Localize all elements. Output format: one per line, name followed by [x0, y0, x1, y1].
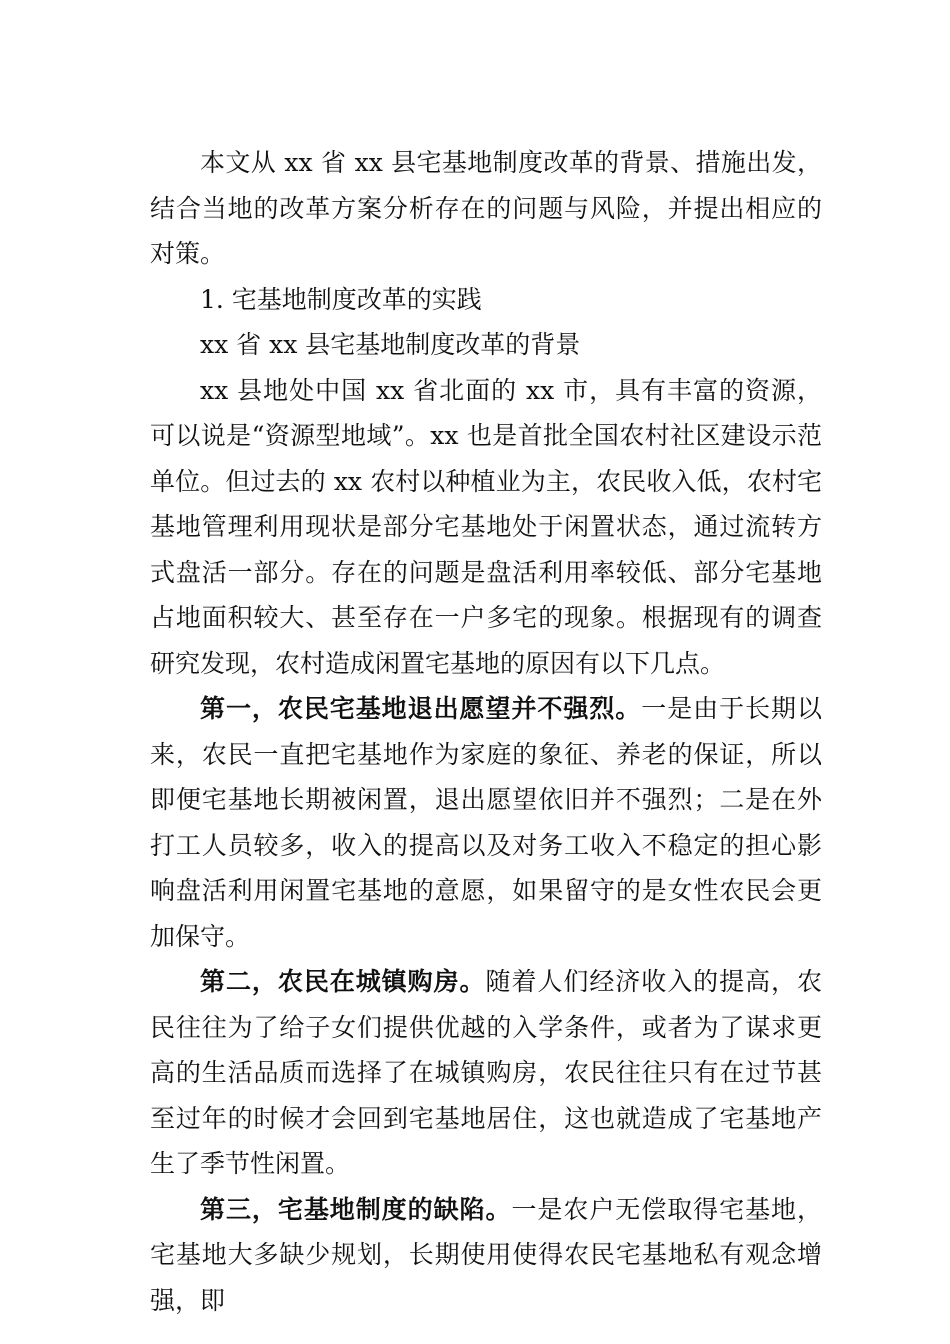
section-heading — [150, 277, 822, 323]
paragraph-reason-2 — [150, 959, 822, 1187]
paragraph-text: 本文从 xx 省 xx 县宅基地制度改革的背景、措施出发，结合当地的改革方案分析存在的问题与风险，并提出相应的对策。 — [150, 148, 822, 268]
paragraph-lead: 第三，宅基地制度的缺陷。 — [200, 1194, 512, 1224]
paragraph-text: 一是农户无偿取得宅基地，宅基地大多缺少规划，长期使用使得农民宅基地私有观念增强，即 — [150, 1194, 822, 1315]
paragraph-background — [150, 368, 822, 687]
document-body — [150, 140, 822, 1323]
paragraph-text: 一是由于长期以来，农民一直把宅基地作为家庭的象征、养老的保证，所以即便宅基地长期被闲置，退出愿望依旧并不强烈；二是在外打工人员较多，收入的提高以及对务工收入不稳定的担心影响盘活利用闲置宅基地的意愿，如果留守的是女性农民会更加保守。 — [150, 694, 822, 951]
paragraph-lead: 第二，农民在城镇购房。 — [200, 967, 486, 996]
paragraph-reason-3 — [150, 1187, 822, 1324]
paragraph-text: xx 县地处中国 xx 省北面的 xx 市，具有丰富的资源，可以说是“资源型地域”。xx 也是首批全国农村社区建设示范单位。但过去的 xx 农村以种植业为主，农民收入低，农村宅基地管理利用现状是部分宅基地处于闲置状态，通过流转方式盘活一部分。存在的问题是盘活利用率较低、部分宅基地占地面积较大、甚至存在一户多宅的现象。根据现有的调查研究发现，农村造成闲置宅基地的原因有以下几点。 — [150, 375, 822, 678]
subsection-heading-text: xx 省 xx 县宅基地制度改革的背景 — [200, 330, 581, 359]
paragraph-reason-1 — [150, 686, 822, 959]
paragraph-lead: 第一，农民宅基地退出愿望并不强烈。 — [200, 694, 642, 723]
paragraph-intro — [150, 140, 822, 277]
paragraph-text: 随着人们经济收入的提高，农民往往为了给子女们提供优越的入学条件，或者为了谋求更高的生活品质而选择了在城镇购房，农民往往只有在过节甚至过年的时候才会回到宅基地居住，这也就造成了宅基地产生了季节性闲置。 — [150, 967, 822, 1178]
section-heading-text: 1. 宅基地制度改革的实践 — [200, 284, 482, 314]
subsection-heading — [150, 322, 822, 368]
